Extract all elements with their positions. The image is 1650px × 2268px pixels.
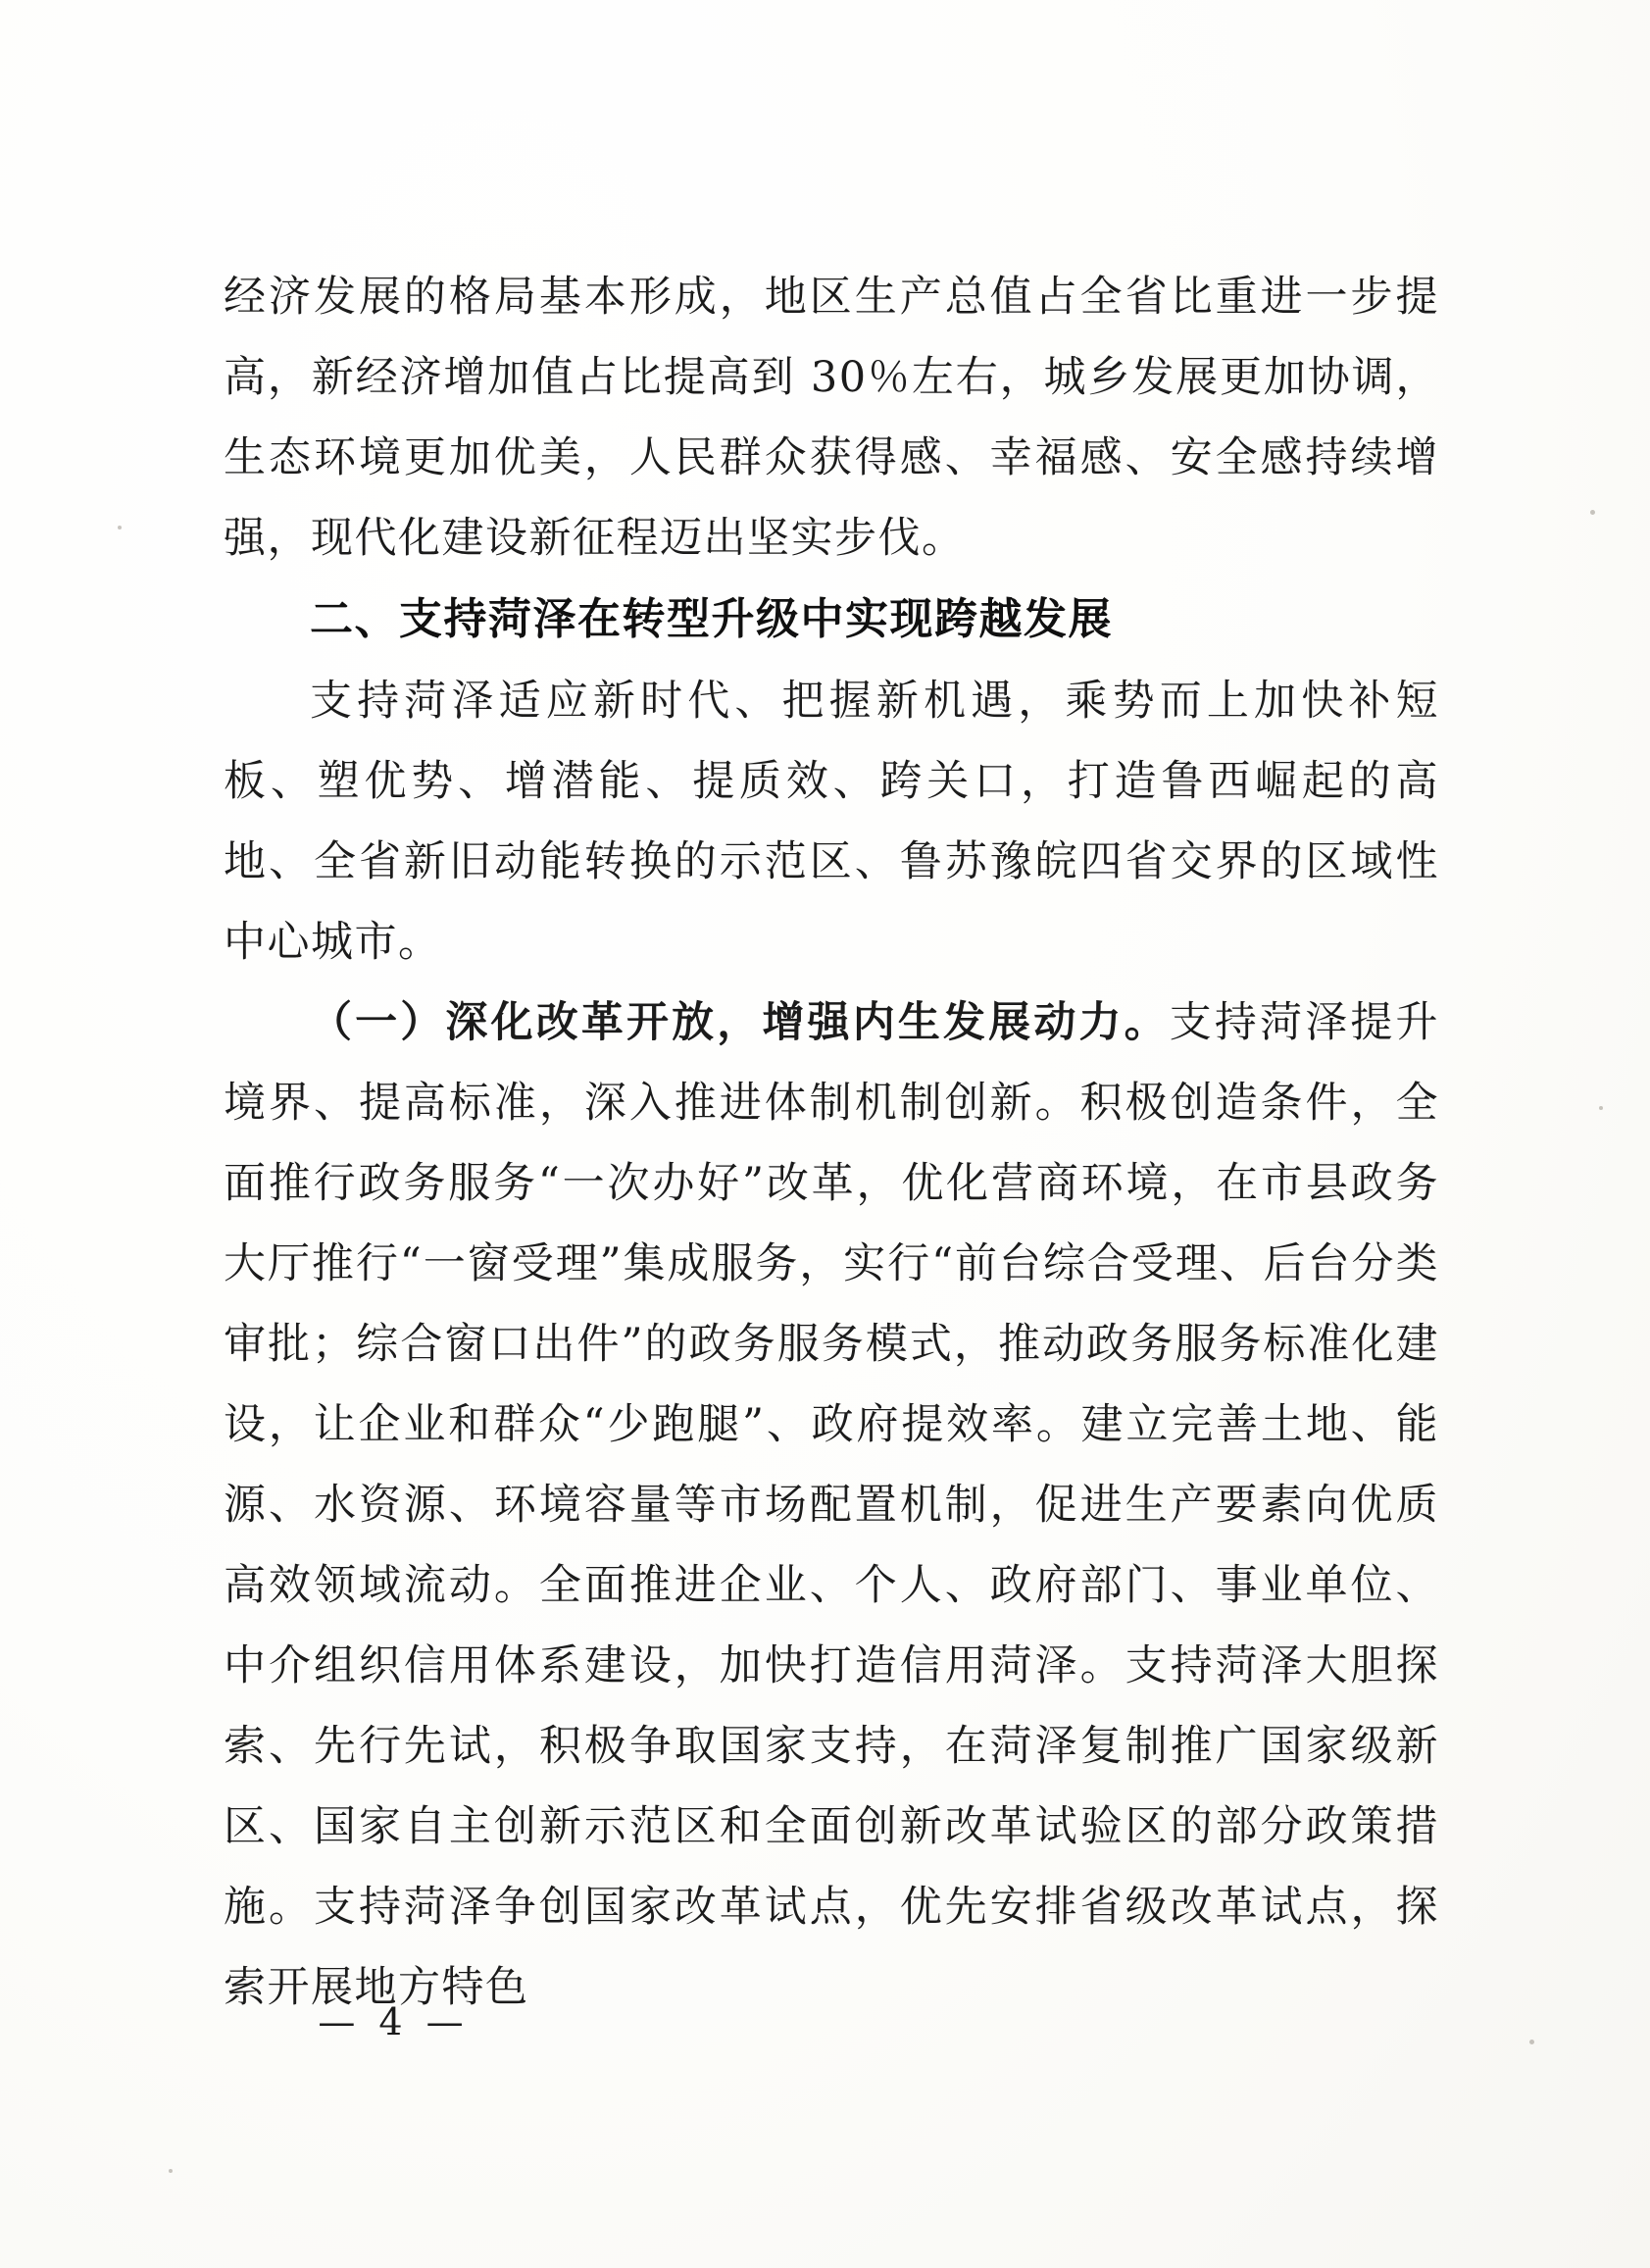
scan-speck — [1599, 1106, 1603, 1110]
scan-speck — [118, 526, 122, 529]
paragraph-body-text: 支持菏泽提升境界、提高标准，深入推进体制机制创新。积极创造条件，全面推行政务服务“一次办好”改革，优化营商环境，在市县政务大厅推行“一窗受理”集成服务，实行“前台综合受理、后台分类审批；综合窗口出件”的政务服务模式，推动政务服务标准化建设，让企业和群众“少跑腿”、政府提效率。建立完善土地、能源、水资源、环境容量等市场配置机制，促进生产要素向优质高效领域流动。全面推进企业、个人、政府部门、事业单位、中介组织信用体系建设，加快打造信用菏泽。支持菏泽大胆探索、先行先试，积极争取国家支持，在菏泽复制推广国家级新区、国家自主创新示范区和全面创新改革试验区的部分政策措施。支持菏泽争创国家改革试点，优先安排省级改革试点，探索开展地方特色 — [224, 998, 1440, 2012]
paragraph-support-heze: 支持菏泽适应新时代、把握新机遇，乘势而上加快补短板、塑优势、增潜能、提质效、跨关口，打造鲁西崛起的高地、全省新旧动能转换的示范区、鲁苏豫皖四省交界的区域性中心城市。 — [224, 677, 1439, 967]
paragraph-lead-label: （一）深化改革开放，增强内生发展动力。 — [310, 998, 1170, 1047]
section-heading-two: 二、支持菏泽在转型升级中实现跨越发展 — [310, 594, 1113, 644]
paragraph-deepen-reform — [224, 983, 1439, 2028]
scan-speck — [1590, 510, 1595, 515]
paragraph-continued: 经济发展的格局基本形成，地区生产总值占全省比重进一步提高，新经济增加值占比提高到 30％左右，城乡发展更加协调，生态环境更加优美，人民群众获得感、幸福感、安全感持续增强，现代化建设新征程迈出坚实步伐。 — [224, 273, 1439, 563]
scan-speck — [169, 2169, 173, 2173]
document-body — [224, 257, 1439, 2028]
page-number-label: — 4 — — [318, 2000, 470, 2043]
page-number — [0, 2000, 1650, 2043]
